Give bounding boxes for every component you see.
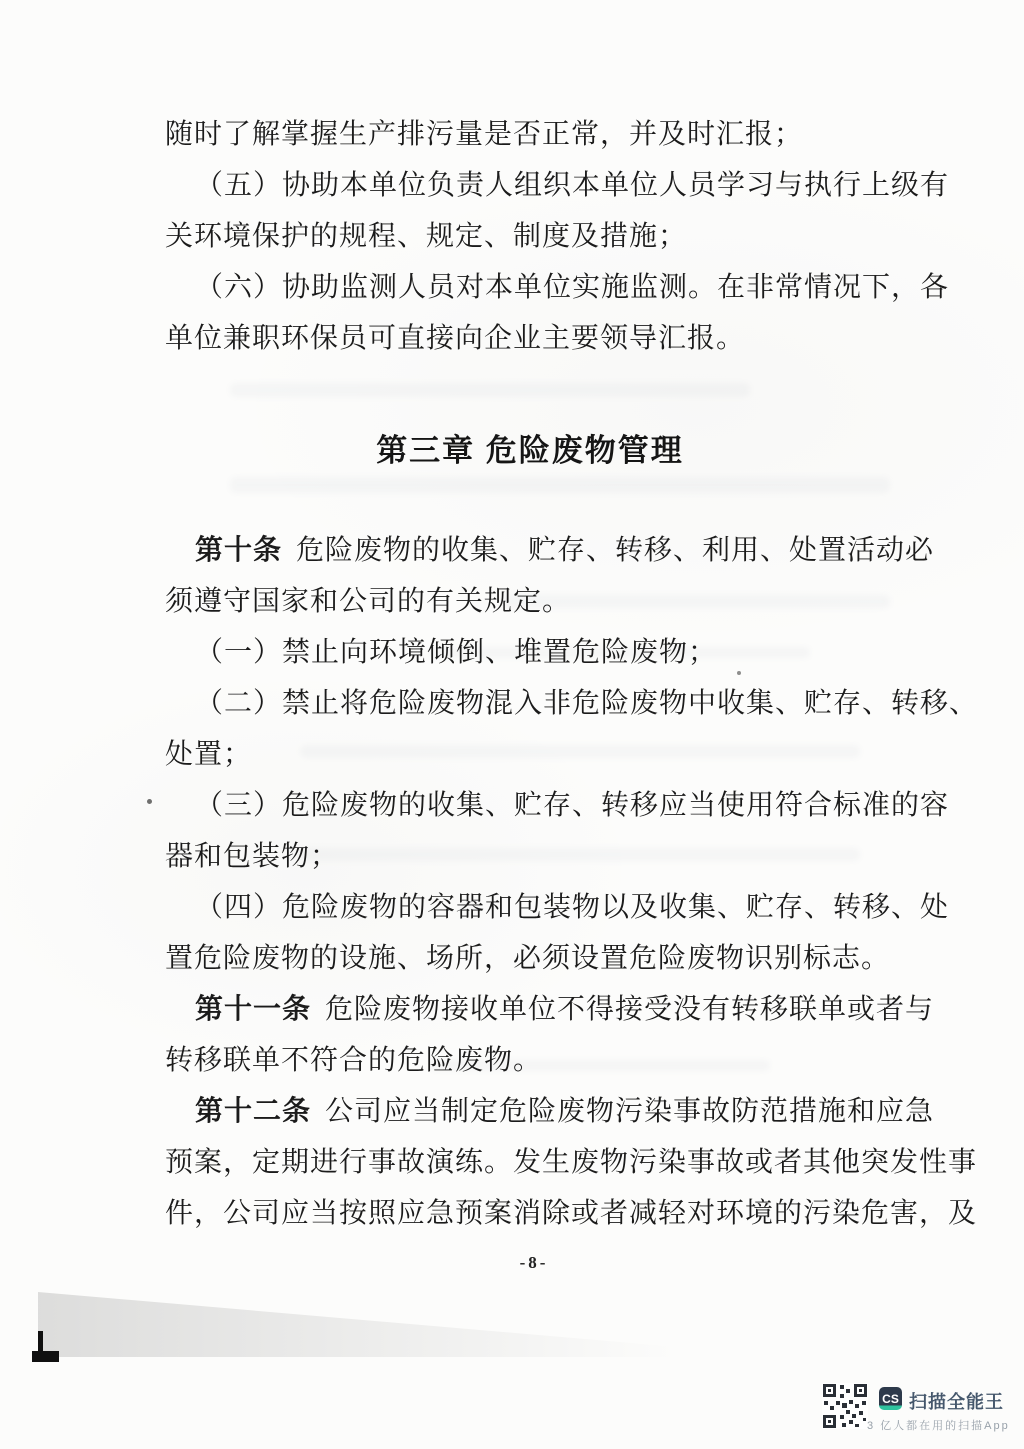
- binder-mark: [32, 1351, 59, 1362]
- text-line: [165, 573, 900, 624]
- line-text: 器和包装物；: [165, 840, 340, 872]
- line-text: （四）危险废物的容器和包装物以及收集、贮存、转移、处: [195, 891, 950, 923]
- text-line: [165, 777, 950, 828]
- line-text: （五）协助本单位负责人组织本单位人员学习与执行上级有: [195, 169, 950, 201]
- line-text: 转移联单不符合的危险废物。: [165, 1044, 543, 1076]
- chapter-heading: 第三章 危险废物管理: [376, 433, 684, 468]
- line-text: 危险废物接收单位不得接受没有转移联单或者与: [325, 993, 935, 1025]
- text-line: [165, 624, 900, 675]
- ink-speck: [147, 799, 152, 804]
- bleed-through: [230, 477, 890, 493]
- body-text-lower: [165, 522, 979, 1236]
- line-text: （三）危险废物的收集、贮存、转移应当使用符合标准的容: [195, 789, 950, 821]
- line-text: 置危险废物的设施、场所，必须设置危险废物识别标志。: [165, 942, 891, 974]
- scan-watermark: [820, 1380, 1015, 1436]
- text-line: [165, 930, 900, 981]
- bleed-through: [230, 383, 750, 397]
- text-line: [165, 828, 900, 879]
- scanner-app-tagline: 3 亿人都在用的扫描App: [867, 1420, 1010, 1432]
- text-line: [165, 106, 900, 157]
- line-text: （六）协助监测人员对本单位实施监测。在非常情况下，各: [195, 271, 950, 303]
- article-number: 第十二条: [195, 1094, 312, 1126]
- line-text: （一）禁止向环境倾倒、堆置危险废物；: [195, 636, 718, 668]
- line-text: 预案，定期进行事故演练。发生废物污染事故或者其他突发性事: [165, 1146, 978, 1178]
- text-line: [165, 1083, 935, 1134]
- scanner-app-name: 扫描全能王: [909, 1392, 1004, 1412]
- logo-text: CS: [882, 1391, 899, 1406]
- page-number: -8-: [519, 1253, 549, 1272]
- line-text: 须遵守国家和公司的有关规定。: [165, 585, 572, 617]
- line-text: 关环境保护的规程、规定、制度及措施；: [165, 220, 688, 252]
- qr-code-icon: [822, 1383, 868, 1429]
- text-line: [165, 259, 950, 310]
- text-line: [165, 208, 900, 259]
- line-text: 随时了解掌握生产排污量是否正常，并及时汇报；: [165, 118, 804, 150]
- line-text: 危险废物的收集、贮存、转移、利用、处置活动必: [296, 534, 935, 566]
- scanner-app-logo: [879, 1387, 902, 1410]
- text-line: [165, 1134, 978, 1185]
- line-text: 处置；: [165, 738, 253, 770]
- line-text: 件，公司应当按照应急预案消除或者减轻对环境的污染危害，及: [165, 1197, 978, 1229]
- line-text: 公司应当制定危险废物污染事故防范措施和应急: [325, 1095, 935, 1127]
- text-line: [165, 726, 900, 777]
- text-line: [165, 1185, 978, 1236]
- paper-edge-shadow: [38, 1292, 703, 1357]
- text-line: [165, 981, 935, 1032]
- text-line: [165, 310, 900, 361]
- article-number: 第十一条: [195, 992, 312, 1024]
- article-number: 第十条: [195, 533, 283, 565]
- line-text: （二）禁止将危险废物混入非危险废物中收集、贮存、转移、: [195, 687, 979, 719]
- line-text: 单位兼职环保员可直接向企业主要领导汇报。: [165, 322, 746, 354]
- text-line: [165, 157, 950, 208]
- text-line: [165, 879, 950, 930]
- text-line: [165, 1032, 900, 1083]
- text-line: [165, 522, 935, 573]
- body-text-upper: [165, 106, 950, 361]
- text-line: [165, 675, 979, 726]
